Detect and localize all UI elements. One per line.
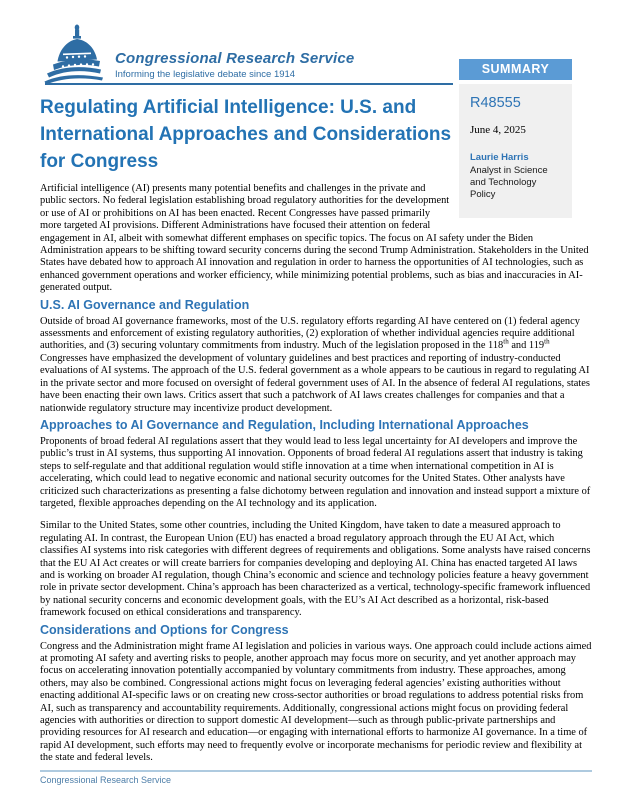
section-paragraph: Congress and the Administration might frame AI legislation and policies in various ways. One approach could include actions aimed at promoting AI safety and averting risks to people, another approach may focus more on security, and yet another approach may focus on accelerating innovation potentially accompanied by voluntary commitments from industry. These approaches, among others, may also be combined. Congressional actions might focus on leveraging federal agencies’ existing authorities without enacting additional AI-specific laws or on creating new cross-sector authorities or broad regulations to address potential risks from AI, such as transparency and accountability requirements. Additionally, congressional actions might focus on providing federal agencies with authorities or direction to support domestic AI development—such as through public-private partnerships and providing resources for AI research and education—or engaging with international efforts to harmonize AI governance. In a time of rapid AI development, such efforts may need to frequently evolve or incorporate mechanisms for periodic review and flexibility at the state and federal levels. — [40, 640, 592, 764]
intro-paragraph — [40, 183, 592, 295]
org-tagline: Informing the legislative debate since 1914 — [115, 69, 296, 80]
report-date: June 4, 2025 — [470, 124, 526, 136]
section-paragraph: Proponents of broad federal AI regulations assert that they would lead to less legal uncertainty for AI developers and improve the public’s trust in AI systems, thus supporting AI innovation. Opponents of broad federal AI regulations assert that industry is taking steps to self-regulate and that additional regulation would stifle innovation at a time when international competition in AI is accelerating, which could lead to negative economic and national security outcomes for the United States. Other analysts have criticized such characterizations as presenting a false dichotomy between regulation and innovation and instead support a mixture of targeted, flexible approaches depending on the AI technology and its application. — [40, 435, 591, 509]
document-body — [40, 183, 592, 768]
section-heading-considerations: Considerations and Options for Congress — [40, 622, 289, 637]
report-number: R48555 — [470, 95, 521, 111]
footer-label: Congressional Research Service — [40, 775, 172, 785]
intro-text: Artificial intelligence (AI) presents many potential benefits and challenges in the private and public sectors. No federal legislation establishing broad regulatory authorities for the development or use of AI or prohibitions on AI has been enacted. Recent Congresses have passed primarily more targeted AI provisions. Different Administrations have focused their attention on federal engagement in AI, albeit with somewhat different emphases on specific topics. The focus on AI safety under the Biden Administration appears to be shifting toward security concerns during the second Trump Administration. Stakeholders in the United States have debated how to approach AI innovation and regulation in order to harness the opportunities of AI technologies, such as enhanced government operations and worker efficiency, while minimizing potential problems, such as bias and inaccuracies in AI-generated output. — [40, 183, 589, 294]
section-heading-us-ai-governance: U.S. AI Governance and Regulation — [40, 297, 250, 312]
org-name: Congressional Research Service — [115, 50, 355, 67]
header — [45, 21, 453, 85]
section-heading-approaches: Approaches to AI Governance and Regulation, Including International Approaches — [40, 417, 529, 432]
summary-banner: SUMMARY — [459, 59, 572, 80]
author-title: Analyst in Science and Technology Policy — [470, 165, 548, 200]
section-paragraph: Outside of broad AI governance frameworks, most of the U.S. regulatory efforts regarding AI have centered on (1) federal agency assessments and enforcement of existing regulatory authorities, (2) exploration of whether individual agencies require additional authorities, and (3) securing voluntary commitments from industry. Much of the legislation proposed in the 118th and 119th Congresses have emphasized the development of voluntary guidelines and best practices and reporting of industry-conducted evaluations of AI systems. The approach of the U.S. federal government as a whole appears to be cautious in regard to regulating AI in the private sector and more focused on oversight of federal government uses of AI. In the absence of federal AI regulations, states have been enacting their own laws. Critics assert that such a patchwork of AI laws creates challenges for companies and that a nationwide regulatory structure may incentivize product development. — [40, 315, 590, 414]
logo-text — [115, 50, 354, 80]
author-name: Laurie Harris — [470, 152, 529, 163]
capitol-dome-icon — [43, 23, 107, 85]
section-paragraph: Similar to the United States, some other countries, including the United Kingdom, have taken to date a measured approach to regulating AI. In contrast, the European Union (EU) has enacted a broad regulatory approach through the EU AI Act, which classifies AI systems into risk categories with different degrees of requirements and obligations. Some analysts have raised concerns that the EU AI Act creates or will create barriers for companies developing and deploying AI. China has enacted targeted AI laws and is working on broader AI regulation, though China’s economic and science and technology policies feature a heavy government role in private sector development. China’s approach has been characterized as a vertical, technology-specific framework influenced by national security concerns and economic development goals, with the EU’s AI Act described as a horizontal, risk-based framework focused on ethical considerations and transparency. — [40, 520, 591, 619]
page-footer — [40, 770, 592, 785]
sidebar-wrap-spacer — [452, 183, 592, 229]
page-title: Regulating Artificial Intelligence: U.S. and International Approaches and Considerations for Congress — [40, 97, 452, 172]
